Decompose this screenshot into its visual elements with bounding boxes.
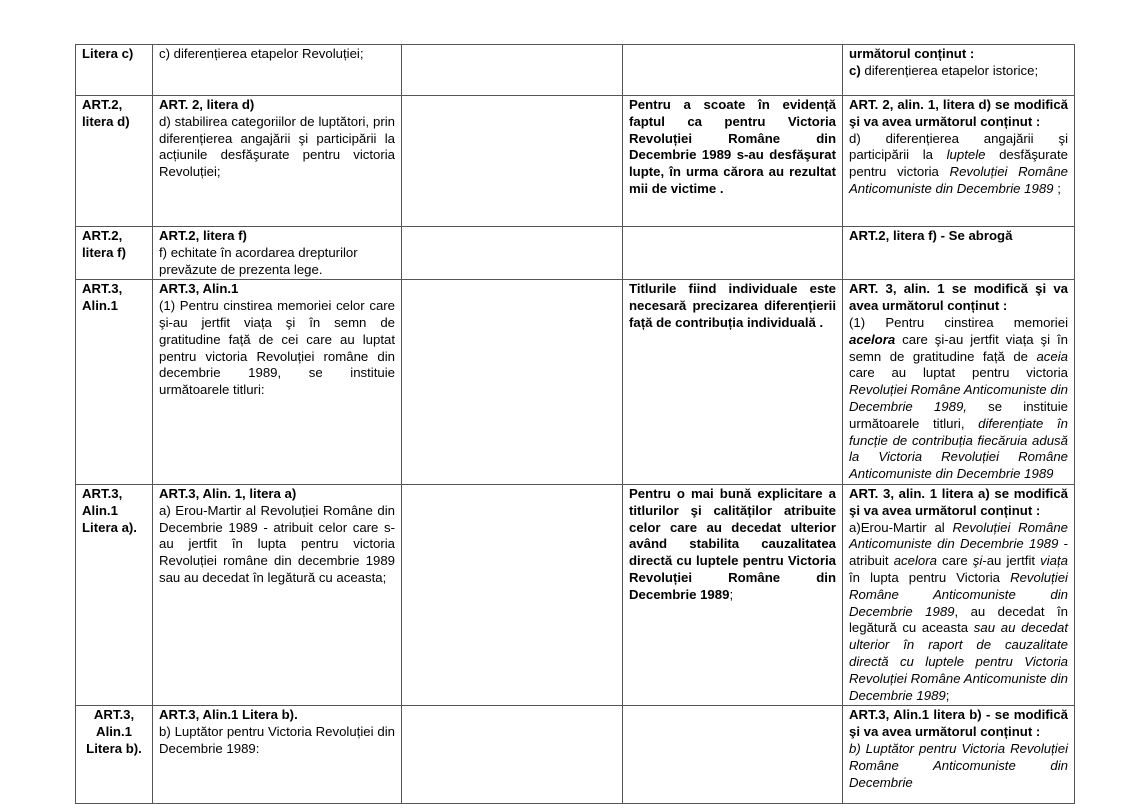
article-ref: ART.3, Alin.1 Litera b). [76, 706, 153, 804]
proposal-cell [843, 96, 1075, 227]
proposal-text-run: sau au decedat ulterior în raport de cauzalitate directă cu luptele pentru Victoria Revoluției Române Anticomuniste din Decembrie 1989 [849, 620, 1068, 703]
proposal-text-run: Revoluției Române Anticomuniste din Decembrie 1989 [849, 519, 1069, 552]
current-text: d) stabilirea categoriilor de luptători, prin diferențierea angajării şi participării la acțiunile desfăşurate pentru victoria Revoluției; [159, 113, 395, 180]
motivation-cell [623, 45, 843, 96]
proposal-text-run: c) [849, 62, 861, 78]
table-row [76, 484, 1075, 705]
motivation-cell [623, 227, 843, 280]
proposal-text-run: ; [945, 687, 950, 703]
proposal-cell [843, 280, 1075, 485]
proposal-text-run: aceia [1036, 348, 1068, 364]
proposal-heading: ART.2, litera f) - Se abrogă [849, 228, 1013, 243]
proposal-text-run: Revoluției Române Anticomuniste din Decembrie 1989, [849, 382, 1068, 414]
empty-cell [402, 45, 623, 96]
current-text: b) Luptător pentru Victoria Revoluției din Decembrie 1989: [159, 724, 395, 756]
table-row [76, 227, 1075, 280]
motivation-tail: ; [729, 586, 734, 602]
proposal-text-run: Revoluției Române Anticomuniste din Decembrie 1989 [849, 164, 1068, 196]
current-text-cell [153, 96, 402, 227]
proposal-text-run: diferențiate în funcție de contribuția fiecăruia adusă la Victoria Revoluției Române Anticomuniste din Decembrie 1989 [849, 415, 1068, 482]
proposal-text-run: Revoluției Române Anticomuniste din Decembrie 1989 [849, 569, 1068, 619]
current-text-cell [153, 45, 402, 96]
proposal-text [849, 63, 1068, 80]
current-text: a) Erou-Martir al Revoluției Române din Decembrie 1989 - atribuit celor care s-au jertfit în lupta pentru victoria Revoluției române din decembrie 1989 sau au decedat în legătură cu aceasta; [159, 502, 395, 585]
proposal-text-run: -au jertfit [982, 553, 1041, 569]
proposal-cell [843, 706, 1075, 804]
proposal-text-run: b) Luptător pentru Victoria Revoluției Române Anticomuniste din Decembrie [849, 740, 1068, 790]
proposal-cell [843, 484, 1075, 705]
proposal-text [849, 131, 1068, 198]
proposal-text [849, 315, 1068, 483]
proposal-text-run: acelora [849, 331, 896, 347]
empty-cell [402, 96, 623, 227]
empty-cell [402, 706, 623, 804]
motivation-cell: Pentru a scoate în evidență faptul ca pentru Victoria Revoluției Române din Decembrie 1989 s-au desfăşurat lupte, în urma cărora au rezultat mii de victime . [623, 96, 843, 227]
proposal-heading: ART. 3, alin. 1 se modifică şi va avea următorul conținut : [849, 281, 1068, 314]
proposal-text-run: în lupta pentru Victoria [849, 569, 1011, 585]
current-text-cell [153, 484, 402, 705]
current-heading: ART.3, Alin.1 Litera b). [159, 707, 298, 723]
proposal-text [849, 741, 1068, 791]
proposal-cell [843, 45, 1075, 96]
table-row [76, 45, 1075, 96]
empty-cell [402, 484, 623, 705]
table-row [76, 280, 1075, 485]
proposal-text-run: care [936, 553, 973, 569]
proposal-text-run: se instituie următoarele titluri, [849, 398, 1068, 431]
article-ref: ART.2, litera d) [76, 96, 153, 227]
current-heading: ART. 2, litera d) [159, 97, 255, 112]
empty-cell [402, 280, 623, 485]
proposal-text-run: a)Erou-Martir al [849, 519, 953, 535]
proposal-text-run: , au decedat în legătură cu aceasta [849, 603, 1068, 636]
proposal-text [849, 520, 1068, 705]
current-heading: ART.3, Alin. 1, litera a) [159, 485, 297, 501]
proposal-heading: ART. 2, alin. 1, litera d) se modifică şi va avea următorul conținut : [849, 97, 1068, 129]
proposal-text-run: diferențierea etapelor istorice; [860, 62, 1039, 78]
proposal-heading: ART.3, Alin.1 litera b) - se modifică şi va avea următorul conținut : [849, 707, 1068, 740]
proposal-text-run: - atribuit [849, 536, 1068, 569]
motivation-cell [623, 706, 843, 804]
article-ref: ART.3, Alin.1 [76, 280, 153, 485]
proposal-text-run: d) diferențierea angajării şi participării la [849, 130, 1068, 163]
proposal-text-run: desfăşurate pentru victoria [849, 147, 1068, 180]
proposal-heading: ART. 3, alin. 1 litera a) se modifică şi va avea următorul conținut : [849, 485, 1068, 518]
proposal-cell [843, 227, 1075, 280]
proposal-text-run: luptele [946, 147, 986, 163]
proposal-text-run: acelora [893, 553, 937, 569]
article-ref: Litera c) [76, 45, 153, 96]
amendments-table [75, 44, 1075, 804]
motivation-cell [623, 484, 843, 705]
proposal-text-run: care şi-au jertfit viața şi în semn de gratitudine față de [849, 331, 1068, 364]
current-text-cell [153, 706, 402, 804]
motivation-cell: Titlurile fiind individuale este necesară precizarea diferențierii față de contribuția individuală . [623, 280, 843, 485]
table-row [76, 706, 1075, 804]
proposal-heading: următorul conținut : [849, 46, 975, 61]
motivation-text: Pentru o mai bună explicitare a titlurilor şi calităților atribuite celor care au decedat ulterior având stabilita cauzalitatea directă cu luptele pentru Victoria Revoluției Române din Decembrie 1989 [629, 485, 836, 602]
proposal-text-run: viața [1040, 553, 1069, 569]
article-ref: ART.3, Alin.1 Litera a). [76, 484, 153, 705]
proposal-text-run: care au luptat pentru victoria [849, 365, 1068, 381]
current-text-cell [153, 280, 402, 485]
article-ref: ART.2, litera f) [76, 227, 153, 280]
proposal-text-run: şi [972, 553, 983, 569]
current-text: (1) Pentru cinstirea memoriei celor care şi-au jertfit viața şi în semn de gratitudine față de cei care au luptat pentru victoria Revoluției române din decembrie 1989, se instituie următoarele titluri: [159, 298, 395, 398]
proposal-text-run: (1) Pentru cinstirea memoriei [849, 314, 1068, 330]
current-heading: ART.3, Alin.1 [159, 281, 239, 297]
empty-cell [402, 227, 623, 280]
current-text-cell [153, 227, 402, 280]
current-text: c) diferențierea etapelor Revoluției; [159, 46, 364, 61]
current-heading: ART.2, litera f) [159, 228, 247, 243]
current-text: f) echitate în acordarea drepturilor prevăzute de prezenta lege. [159, 244, 358, 277]
table-row [76, 96, 1075, 227]
proposal-text-run: ; [1053, 180, 1061, 196]
